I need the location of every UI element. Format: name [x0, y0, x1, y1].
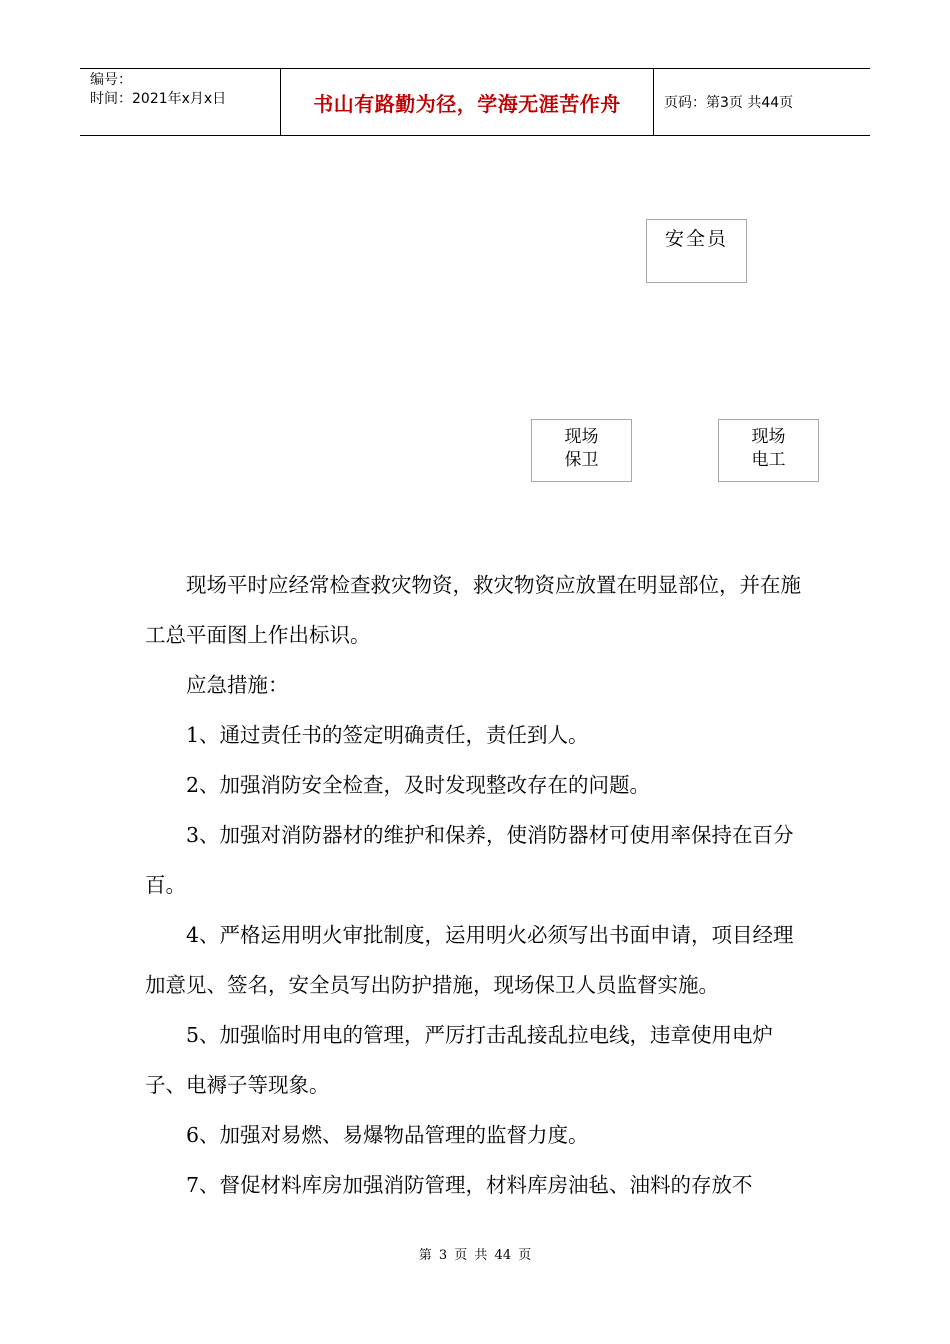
paragraph: 6、加强对易燃、易爆物品管理的监督力度。	[186, 1123, 589, 1147]
org-box-site-electrician	[718, 419, 819, 482]
doc-time-label: 时间：2021年x月x日	[90, 91, 227, 107]
paragraph: 现场平时应经常检查救灾物资，救灾物资应放置在明显部位，并在施工总平面图上作出标识。	[145, 573, 801, 647]
header-page-label: 页码：第3页 共44页	[664, 95, 794, 111]
header-motto: 书山有路勤为径，学海无涯苦作舟	[281, 69, 654, 135]
paragraph: 5、加强临时用电的管理，严厉打击乱接乱拉电线，违章使用电炉子、电褥子等现象。	[145, 1023, 774, 1097]
org-box-label-line1: 现场	[751, 427, 786, 447]
org-box-label-line2: 保卫	[564, 450, 599, 470]
page-footer: 第 3 页 共 44 页	[418, 1248, 532, 1263]
paragraph: 2、加强消防安全检查，及时发现整改存在的问题。	[186, 773, 651, 797]
org-box-safety-officer	[646, 219, 747, 283]
paragraph: 4、严格运用明火审批制度，运用明火必须写出书面申请，项目经理加意见、签名，安全员写出防护措施，现场保卫人员监督实施。	[145, 923, 794, 997]
org-box-label-line2: 电工	[751, 450, 786, 470]
paragraph: 3、加强对消防器材的维护和保养，使消防器材可使用率保持在百分百。	[145, 823, 794, 897]
org-box-site-guard	[531, 419, 632, 482]
org-box-label-line1: 现场	[564, 427, 599, 447]
header-meta	[80, 69, 281, 135]
paragraph: 应急措施：	[186, 673, 289, 697]
paragraph: 7、督促材料库房加强消防管理，材料库房油毡、油料的存放不	[186, 1173, 753, 1197]
body-text	[145, 560, 810, 1210]
paragraph: 1、通过责任书的签定明确责任，责任到人。	[186, 723, 589, 747]
doc-number-label: 编号：	[90, 72, 132, 88]
org-box-label: 安全员	[664, 228, 728, 250]
page-header	[80, 68, 870, 136]
